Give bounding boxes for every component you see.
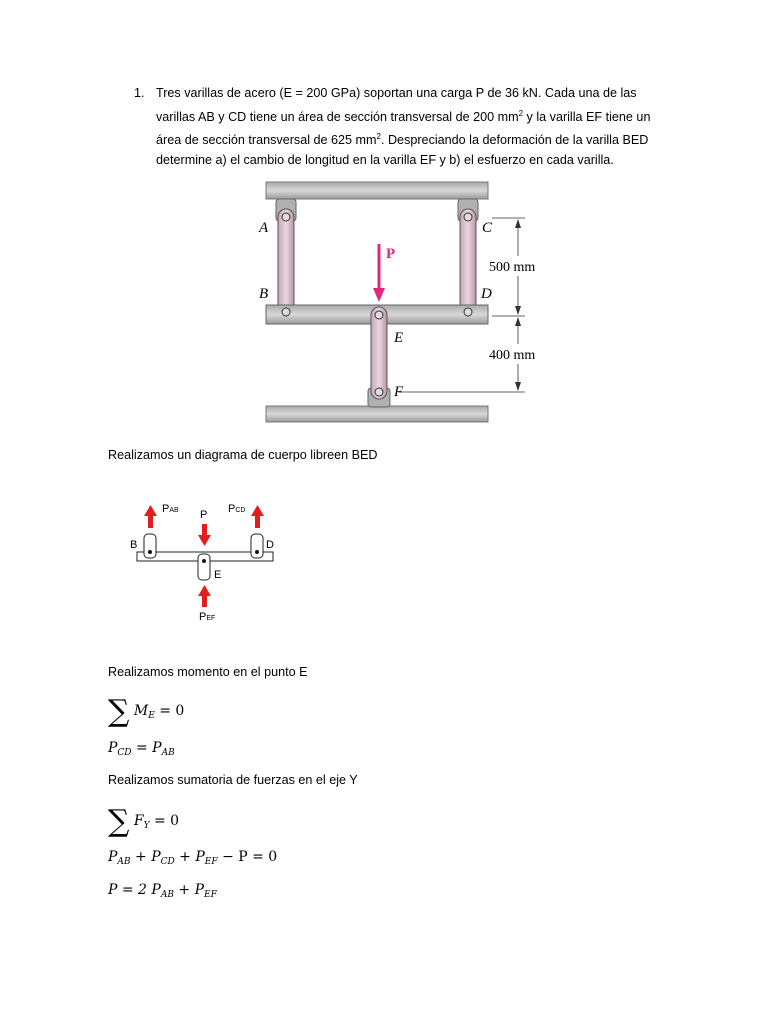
equation-pcd-pab	[108, 740, 175, 758]
dim-500-label: 500 mm	[489, 260, 536, 275]
eq4-t1-sub: AB	[117, 857, 131, 867]
problem-line-4: determine a) el cambio de longitud en la varilla EF y b) el esfuerzo en cada varilla.	[156, 152, 614, 167]
rod-ef	[371, 307, 387, 399]
fbd-arrow-pcd-shaft	[255, 515, 260, 528]
dim-arrow	[515, 306, 521, 315]
fbd-label-d: D	[266, 539, 274, 551]
fbd-link-d	[251, 534, 263, 558]
bottom-support	[266, 406, 488, 422]
fbd-arrow-p-shaft	[202, 524, 207, 536]
dim-arrow	[515, 382, 521, 391]
fbd-label-p: P	[200, 509, 208, 521]
top-support	[266, 182, 488, 199]
dim-arrow	[515, 317, 521, 326]
pin-c	[464, 213, 472, 221]
load-arrow-head	[373, 288, 385, 302]
fbd-arrow-pef-head	[198, 585, 211, 596]
problem-line-3a: área de sección transversal de 625 mm	[156, 133, 377, 148]
problem-statement	[134, 84, 674, 170]
eq5-t2-sub: EF	[204, 890, 217, 900]
problem-line-3b: . Despreciando la deformación de la varilla BED	[380, 133, 649, 148]
fbd-pin-d	[255, 550, 259, 554]
section-title-moment: Realizamos momento en el punto E	[108, 665, 308, 679]
eq4-t3: P	[195, 849, 205, 865]
eq3-rhs: = 0	[154, 813, 180, 829]
fbd-link-b	[144, 534, 156, 558]
problem-line-2	[156, 104, 674, 128]
superscript: 2	[376, 132, 381, 142]
rods-figure	[250, 178, 570, 428]
eq5-t1-sub: AB	[160, 890, 174, 900]
fbd-arrow-p-head	[198, 535, 211, 546]
eq4-plus: +	[179, 849, 191, 865]
rod-cd	[460, 209, 476, 316]
problem-line-2b: y la varilla EF tiene un	[523, 109, 651, 124]
pin-e	[375, 311, 383, 319]
dim-arrow	[515, 219, 521, 228]
eq2-b: P	[152, 740, 162, 756]
eq1-sub: E	[148, 711, 155, 721]
problem-number: 1.	[134, 86, 145, 100]
eq3-var: F	[133, 813, 144, 829]
eq4-plus: +	[135, 849, 147, 865]
section-title-forces: Realizamos sumatoria de fuerzas en el eje Y	[108, 773, 358, 787]
label-e: E	[394, 330, 404, 346]
sigma-symbol: ∑	[108, 804, 130, 839]
fbd-arrow-pab-head	[144, 505, 157, 516]
fbd-arrow-pef-shaft	[202, 595, 207, 607]
eq2-eq: =	[135, 740, 148, 756]
fbd-label-b: B	[130, 539, 138, 551]
pin-f	[375, 388, 383, 396]
eq4-t2-sub: CD	[160, 857, 175, 867]
pin-d	[464, 308, 472, 316]
eq1-var: M	[133, 703, 149, 719]
fbd-label-e: E	[214, 569, 222, 581]
label-b: B	[259, 286, 269, 302]
equation-force-balance	[108, 849, 277, 867]
equation-sum-moments	[108, 694, 184, 729]
pin-b	[282, 308, 290, 316]
fbd-arrow-pab-shaft	[148, 515, 153, 528]
fbd-link-e	[198, 554, 210, 580]
eq4-t1: P	[108, 849, 118, 865]
label-f: F	[394, 384, 404, 400]
equation-sum-forces	[108, 804, 179, 839]
eq4-tail: − P = 0	[222, 849, 278, 865]
fbd-label-pcd: PCD	[228, 503, 246, 515]
label-d: D	[481, 286, 492, 302]
eq5-t1: P	[151, 882, 161, 898]
eq2-a: P	[108, 740, 118, 756]
eq4-t2: P	[151, 849, 161, 865]
label-c: C	[482, 220, 493, 236]
eq4-t3-sub: EF	[204, 857, 218, 867]
sigma-symbol: ∑	[108, 694, 130, 729]
eq5-lhs: P = 2	[108, 882, 152, 898]
fbd-label-pef: PEF	[199, 611, 216, 623]
label-p: P	[386, 246, 396, 262]
eq2-b-sub: AB	[161, 748, 175, 758]
fbd-label-pab: PAB	[162, 503, 179, 515]
eq2-a-sub: CD	[117, 748, 132, 758]
problem-text	[156, 84, 674, 170]
equation-p-total	[108, 882, 217, 900]
fbd-arrow-pcd-head	[251, 505, 264, 516]
eq5-plus: +	[173, 882, 195, 898]
eq3-sub: Y	[143, 821, 150, 831]
section-title-fbd: Realizamos un diagrama de cuerpo libreen BED	[108, 448, 378, 462]
problem-line-3	[156, 127, 674, 151]
problem-line-1: Tres varillas de acero (E = 200 GPa) soportan una carga P de 36 kN. Cada una de las	[156, 86, 637, 100]
fbd-pin-b	[148, 550, 152, 554]
superscript: 2	[518, 108, 524, 118]
problem-line-2a: varillas AB y CD tiene un área de sección transversal de 200 mm	[156, 109, 519, 124]
label-a: A	[259, 220, 269, 236]
eq1-rhs: = 0	[159, 703, 185, 719]
fbd-pin-e	[202, 559, 206, 563]
rod-ab	[278, 209, 294, 316]
pin-a	[282, 213, 290, 221]
eq5-t2: P	[194, 882, 205, 898]
dim-400-label: 400 mm	[489, 348, 536, 363]
free-body-diagram	[120, 495, 300, 630]
